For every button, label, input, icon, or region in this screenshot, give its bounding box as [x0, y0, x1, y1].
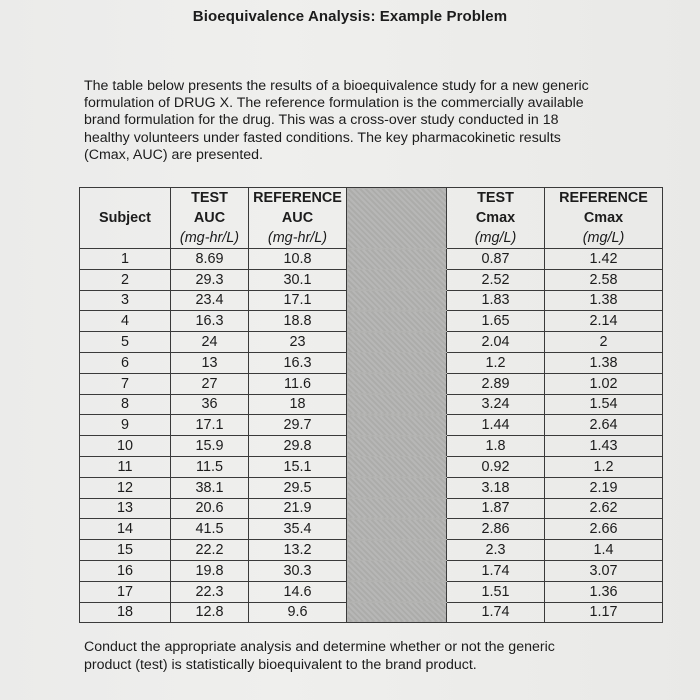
- cell-subject: 9: [80, 415, 171, 436]
- cell-reference-auc: 16.3: [249, 352, 347, 373]
- cell-reference-cmax: 1.43: [545, 436, 663, 457]
- cell-subject: 15: [80, 540, 171, 561]
- table-row: [80, 352, 663, 373]
- cell-test-cmax: 1.51: [447, 581, 545, 602]
- cell-reference-auc: 29.8: [249, 436, 347, 457]
- shaded-spacer-column: [347, 188, 447, 249]
- shaded-spacer-cell: [347, 332, 447, 353]
- cell-test-cmax: 3.24: [447, 394, 545, 415]
- cell-test-cmax: 1.74: [447, 602, 545, 623]
- cell-reference-auc: 35.4: [249, 519, 347, 540]
- cell-reference-cmax: 2.62: [545, 498, 663, 519]
- page-title: Bioequivalence Analysis: Example Problem: [192, 8, 508, 25]
- table-row: [80, 311, 663, 332]
- intro-paragraph: The table below presents the results of a bioequivalence study for a new generic formulation of DRUG X. The reference formulation is the commercially available brand formulation for the drug. This was a cross-over study conducted in 18 healthy volunteers under fasted conditions. The key pharmacokinetic results (Cmax, AUC) are presented.: [84, 78, 589, 163]
- shaded-spacer-cell: [347, 560, 447, 581]
- cell-test-cmax: 2.89: [447, 373, 545, 394]
- table-row: [80, 581, 663, 602]
- shaded-spacer-cell: [347, 249, 447, 270]
- cell-reference-auc: 13.2: [249, 540, 347, 561]
- cell-test-auc: 38.1: [171, 477, 249, 498]
- cell-reference-cmax: 1.2: [545, 456, 663, 477]
- shaded-spacer-cell: [347, 394, 447, 415]
- table-row: [80, 498, 663, 519]
- table-row: [80, 477, 663, 498]
- table-row: [80, 290, 663, 311]
- cell-test-auc: 41.5: [171, 519, 249, 540]
- table-row: [80, 519, 663, 540]
- cell-reference-auc: 15.1: [249, 456, 347, 477]
- cell-reference-auc: 21.9: [249, 498, 347, 519]
- cell-subject: 18: [80, 602, 171, 623]
- cell-test-auc: 24: [171, 332, 249, 353]
- cell-reference-cmax: 2.14: [545, 311, 663, 332]
- cell-test-auc: 13: [171, 352, 249, 373]
- cell-reference-cmax: 2.66: [545, 519, 663, 540]
- cell-reference-auc: 18.8: [249, 311, 347, 332]
- cell-reference-auc: 18: [249, 394, 347, 415]
- cell-subject: 12: [80, 477, 171, 498]
- cell-test-auc: 17.1: [171, 415, 249, 436]
- cell-test-auc: 11.5: [171, 456, 249, 477]
- cell-test-auc: 27: [171, 373, 249, 394]
- cell-subject: 7: [80, 373, 171, 394]
- cell-test-cmax: 0.92: [447, 456, 545, 477]
- cell-test-auc: 16.3: [171, 311, 249, 332]
- table-row: [80, 456, 663, 477]
- cell-subject: 11: [80, 456, 171, 477]
- cell-test-cmax: 1.87: [447, 498, 545, 519]
- cell-subject: 1: [80, 249, 171, 270]
- cell-test-cmax: 1.44: [447, 415, 545, 436]
- table-row: [80, 394, 663, 415]
- cell-test-cmax: 1.65: [447, 311, 545, 332]
- cell-test-cmax: 1.74: [447, 560, 545, 581]
- shaded-spacer-cell: [347, 456, 447, 477]
- cell-reference-cmax: 1.42: [545, 249, 663, 270]
- cell-test-auc: 12.8: [171, 602, 249, 623]
- shaded-spacer-cell: [347, 498, 447, 519]
- cell-reference-cmax: 1.36: [545, 581, 663, 602]
- shaded-spacer-cell: [347, 436, 447, 457]
- cell-reference-cmax: 1.4: [545, 540, 663, 561]
- shaded-spacer-cell: [347, 477, 447, 498]
- cell-subject: 6: [80, 352, 171, 373]
- table-row: [80, 373, 663, 394]
- cell-test-auc: 36: [171, 394, 249, 415]
- cell-reference-auc: 11.6: [249, 373, 347, 394]
- table-row: [80, 249, 663, 270]
- cell-subject: 8: [80, 394, 171, 415]
- cell-reference-auc: 30.3: [249, 560, 347, 581]
- cell-subject: 17: [80, 581, 171, 602]
- cell-test-auc: 23.4: [171, 290, 249, 311]
- header-reference-cmax: REFERENCE Cmax (mg/L): [545, 188, 663, 249]
- cell-test-cmax: 0.87: [447, 249, 545, 270]
- cell-test-cmax: 1.8: [447, 436, 545, 457]
- header-test-auc: TEST AUC (mg-hr/L): [171, 188, 249, 249]
- cell-subject: 14: [80, 519, 171, 540]
- cell-test-auc: 20.6: [171, 498, 249, 519]
- cell-subject: 4: [80, 311, 171, 332]
- shaded-spacer-cell: [347, 290, 447, 311]
- shaded-spacer-cell: [347, 415, 447, 436]
- table-row: [80, 560, 663, 581]
- shaded-spacer-cell: [347, 519, 447, 540]
- cell-subject: 2: [80, 269, 171, 290]
- table-row: [80, 602, 663, 623]
- cell-reference-cmax: 1.02: [545, 373, 663, 394]
- table-row: [80, 436, 663, 457]
- table-row: [80, 269, 663, 290]
- cell-test-cmax: 2.3: [447, 540, 545, 561]
- cell-subject: 13: [80, 498, 171, 519]
- table-row: [80, 540, 663, 561]
- cell-reference-auc: 9.6: [249, 602, 347, 623]
- cell-reference-cmax: 1.38: [545, 290, 663, 311]
- cell-test-cmax: 2.86: [447, 519, 545, 540]
- cell-reference-cmax: 2.58: [545, 269, 663, 290]
- shaded-spacer-cell: [347, 311, 447, 332]
- cell-test-auc: 22.3: [171, 581, 249, 602]
- cell-reference-cmax: 2.64: [545, 415, 663, 436]
- cell-reference-auc: 23: [249, 332, 347, 353]
- cell-reference-cmax: 1.38: [545, 352, 663, 373]
- shaded-spacer-cell: [347, 540, 447, 561]
- cell-test-cmax: 1.83: [447, 290, 545, 311]
- cell-test-auc: 8.69: [171, 249, 249, 270]
- cell-reference-auc: 14.6: [249, 581, 347, 602]
- cell-subject: 16: [80, 560, 171, 581]
- cell-test-auc: 15.9: [171, 436, 249, 457]
- cell-test-auc: 19.8: [171, 560, 249, 581]
- header-subject: Subject: [80, 188, 171, 249]
- table-header-row: [80, 188, 663, 249]
- shaded-spacer-cell: [347, 602, 447, 623]
- cell-test-cmax: 1.2: [447, 352, 545, 373]
- shaded-spacer-cell: [347, 269, 447, 290]
- pk-results-table: [79, 187, 663, 623]
- cell-reference-cmax: 2: [545, 332, 663, 353]
- shaded-spacer-cell: [347, 581, 447, 602]
- shaded-spacer-cell: [347, 373, 447, 394]
- cell-test-cmax: 2.52: [447, 269, 545, 290]
- cell-test-cmax: 2.04: [447, 332, 545, 353]
- cell-reference-cmax: 2.19: [545, 477, 663, 498]
- shaded-spacer-cell: [347, 352, 447, 373]
- cell-reference-auc: 29.5: [249, 477, 347, 498]
- table-row: [80, 332, 663, 353]
- cell-subject: 5: [80, 332, 171, 353]
- cell-reference-cmax: 1.17: [545, 602, 663, 623]
- cell-test-auc: 29.3: [171, 269, 249, 290]
- cell-reference-auc: 29.7: [249, 415, 347, 436]
- question-paragraph: Conduct the appropriate analysis and determine whether or not the generic product (test) is statistically bioequivalent to the brand product.: [84, 639, 555, 673]
- cell-test-cmax: 3.18: [447, 477, 545, 498]
- cell-reference-auc: 30.1: [249, 269, 347, 290]
- table-row: [80, 415, 663, 436]
- header-reference-auc: REFERENCE AUC (mg-hr/L): [249, 188, 347, 249]
- cell-test-auc: 22.2: [171, 540, 249, 561]
- cell-subject: 3: [80, 290, 171, 311]
- header-test-cmax: TEST Cmax (mg/L): [447, 188, 545, 249]
- cell-reference-auc: 10.8: [249, 249, 347, 270]
- cell-subject: 10: [80, 436, 171, 457]
- cell-reference-cmax: 1.54: [545, 394, 663, 415]
- cell-reference-cmax: 3.07: [545, 560, 663, 581]
- table-body: [80, 249, 663, 623]
- cell-reference-auc: 17.1: [249, 290, 347, 311]
